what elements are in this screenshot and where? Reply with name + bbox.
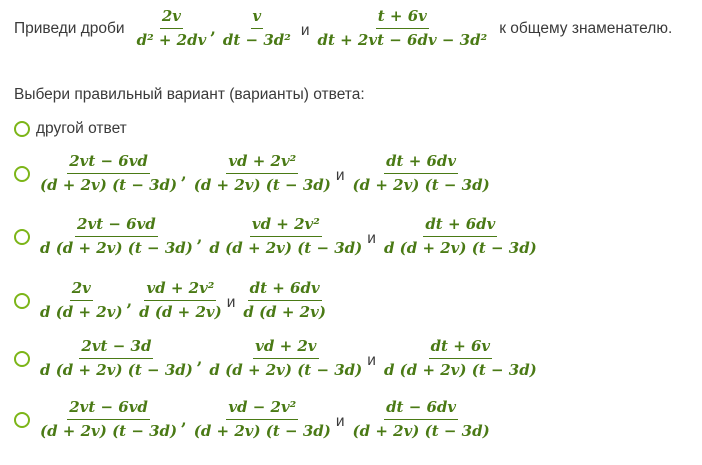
fraction-denominator: (d + 2v) (t − 3d) (193, 176, 331, 195)
question: Приведи дроби $\frac{2v}{\text{d² + 2dv}}$ , $\frac{v}{\text{dt − 3d²}}$ и $\frac{t + 6v}{\text{dt + 2vt − 6dv − 3d²}}$ к общему знаменателю. (14, 7, 673, 50)
fraction-denominator: d (d + 2v) (t − 3d) (40, 361, 193, 380)
fraction-numerator: vd + 2v² (226, 153, 298, 174)
option-fraction-3 (382, 216, 539, 258)
fraction-numerator: dt + 6v (429, 338, 493, 359)
radio-button[interactable] (14, 293, 30, 309)
fraction-numerator: 2vt − 6vd (75, 216, 158, 237)
fraction-numerator: v (251, 8, 264, 29)
radio-button[interactable] (14, 351, 30, 367)
option-fraction-1 (38, 153, 179, 195)
fraction-numerator: vd − 2v² (226, 399, 298, 420)
fraction-denominator: d (d + 2v) (243, 303, 326, 322)
answer-option-4[interactable]: $\frac{2vt - 3d}{d (d + 2v) (t - 3d)}$ , $\frac{vd + 2v}{d (d + 2v) (t - 3d)}$ и $\frac{dt + 6v}{d (d + 2v) (t - 3d)}$ (14, 338, 541, 380)
answer-option-1[interactable]: $\frac{2vt - 6vd}{(d + 2v) (t - 3d)}$ , $\frac{\text{vd + 2v²}}{(d + 2v) (t - 3d)}$ и $\frac{dt + 6dv}{(d + 2v) (t - 3d)}$ (14, 153, 494, 195)
fraction-numerator: 2vt − 6vd (67, 399, 150, 420)
and-word: и (367, 351, 376, 369)
option-fraction-2 (192, 153, 333, 195)
radio-button[interactable] (14, 166, 30, 182)
fraction-numerator: 2vt − 3d (79, 338, 153, 359)
fraction-denominator: d (d + 2v) (t − 3d) (383, 239, 537, 258)
option-fraction-3 (382, 338, 539, 380)
answer-option-3[interactable]: $\frac{2v}{d (d + 2v)}$ , $\frac{\text{vd + 2v²}}{d (d + 2v)}$ и $\frac{dt + 6dv}{d (d + 2v)}$ (14, 280, 330, 322)
option-fraction-3 (351, 153, 492, 195)
fraction-numerator: t + 6v (376, 8, 429, 29)
fraction-numerator: dt + 6dv (423, 216, 497, 237)
answer-option-5[interactable]: $\frac{2vt - 6vd}{(d + 2v) (t - 3d)}$ , $\frac{\text{vd − 2v²}}{(d + 2v) (t - 3d)}$ и $\frac{dt - 6dv}{(d + 2v) (t - 3d)}$ (14, 399, 494, 441)
fraction-denominator: (d + 2v) (t − 3d) (193, 422, 331, 441)
question-suffix: к общему знаменателю. (499, 19, 673, 37)
option-fraction-2 (137, 280, 224, 322)
fraction-denominator: d (d + 2v) (40, 303, 123, 322)
answer-option-other[interactable] (14, 120, 127, 138)
fraction-denominator: (d + 2v) (t − 3d) (40, 422, 178, 441)
option-fraction-3 (351, 399, 492, 441)
option-fraction-1 (38, 280, 125, 322)
fraction-numerator: vd + 2v² (250, 216, 322, 237)
fraction-denominator: (d + 2v) (t − 3d) (40, 176, 178, 195)
fraction-denominator: d (d + 2v) (t − 3d) (383, 361, 537, 380)
fraction-denominator: (d + 2v) (t − 3d) (352, 176, 490, 195)
radio-button[interactable] (14, 412, 30, 428)
fraction-denominator: dt − 3d² (222, 31, 291, 50)
fraction-numerator: vd + 2v² (144, 280, 216, 301)
fraction-numerator: 2vt − 6vd (67, 153, 150, 174)
and-word: и (335, 166, 345, 184)
radio-button[interactable] (14, 121, 30, 137)
option-fraction-2 (192, 399, 333, 441)
fraction-numerator: dt − 6dv (384, 399, 458, 420)
question-prefix: Приведи дроби (14, 19, 125, 37)
fraction-numerator: vd + 2v (253, 338, 318, 359)
option-label: другой ответ (36, 120, 127, 137)
option-fraction-1 (38, 338, 195, 380)
question-fraction-3 (316, 8, 490, 50)
option-fraction-1 (38, 216, 195, 258)
fraction-denominator: dt + 2vt − 6dv − 3d² (317, 31, 488, 50)
fraction-denominator: d (d + 2v) (139, 303, 222, 322)
fraction-denominator: d² + 2dv (136, 31, 207, 50)
and-word: и (335, 412, 345, 430)
radio-button[interactable] (14, 229, 30, 245)
fraction-numerator: 2v (160, 8, 183, 29)
fraction-denominator: (d + 2v) (t − 3d) (352, 422, 490, 441)
option-fraction-3 (241, 280, 328, 322)
answer-prompt: Выбери правильный вариант (варианты) ответа: (14, 86, 365, 103)
fraction-denominator: d (d + 2v) (t − 3d) (40, 239, 193, 258)
fraction-denominator: d (d + 2v) (t − 3d) (209, 239, 363, 258)
answer-option-2[interactable]: $\frac{2vt - 6vd}{d (d + 2v) (t - 3d)}$ , $\frac{\text{vd + 2v²}}{d (d + 2v) (t - 3d)}$ и $\frac{dt + 6dv}{d (d + 2v) (t - 3d)}$ (14, 216, 541, 258)
question-fraction-2 (221, 8, 293, 50)
option-fraction-2 (207, 216, 364, 258)
option-fraction-1 (38, 399, 179, 441)
fraction-denominator: d (d + 2v) (t − 3d) (209, 361, 363, 380)
fraction-numerator: 2v (70, 280, 93, 301)
and-word: и (367, 229, 376, 247)
and-word: и (300, 21, 310, 39)
question-fraction-1 (135, 8, 209, 50)
fraction-numerator: dt + 6dv (248, 280, 322, 301)
fraction-numerator: dt + 6dv (384, 153, 458, 174)
and-word: и (226, 293, 236, 311)
option-fraction-2 (207, 338, 364, 380)
